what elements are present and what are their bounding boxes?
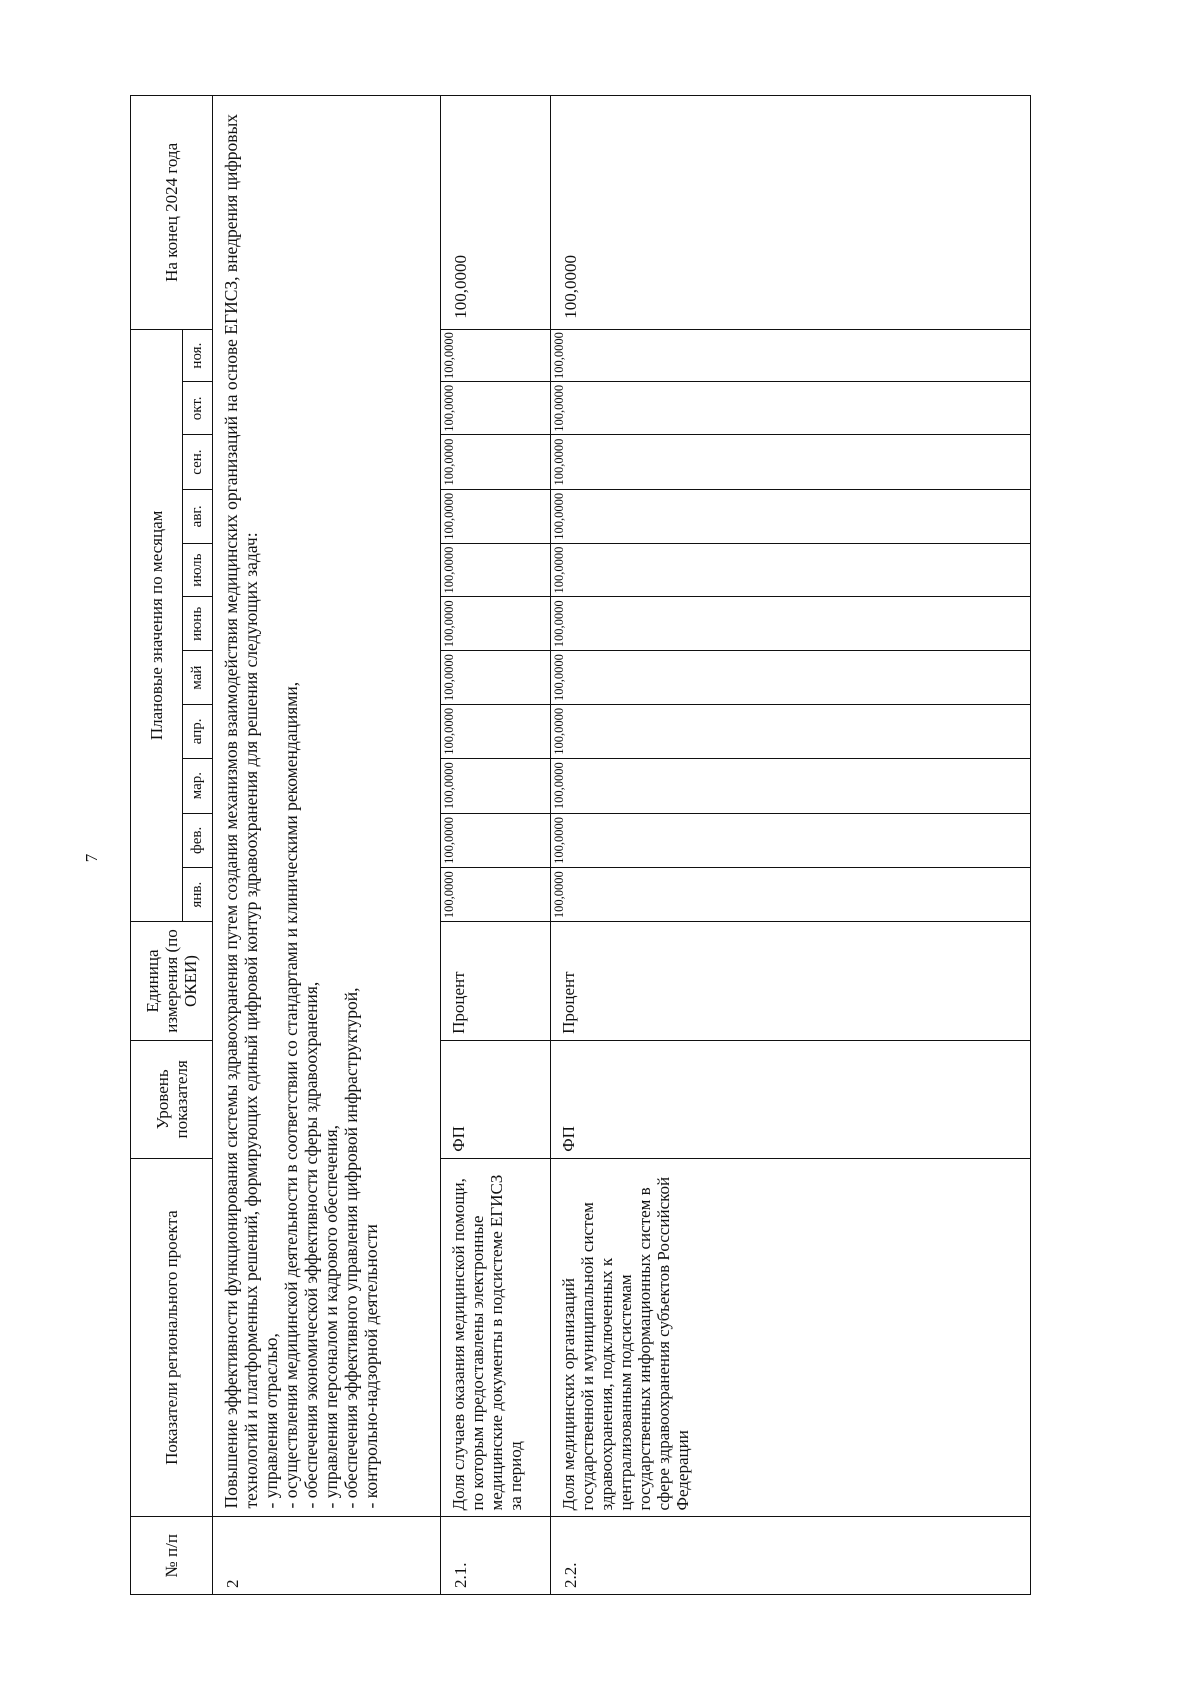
header-month: апр.	[183, 704, 213, 758]
row-end-value: 100,0000	[441, 96, 551, 330]
row-indicator-name: Доля медицинских организаций государственной и муниципальной систем здравоохранения, подключенных к централизованным подсистемам государственных информационных систем в сфере здравоохранения субъектов Российской Федерации	[551, 1158, 1031, 1517]
row-month-value: 100,0000	[551, 543, 1031, 597]
header-month: фев.	[183, 813, 213, 868]
row-month-value: 100,0000	[551, 329, 1031, 382]
page-number: 7	[82, 853, 101, 863]
row-month-value: 100,0000	[441, 435, 551, 490]
row-month-value: 100,0000	[441, 651, 551, 705]
header-month: июль	[183, 543, 213, 597]
row-unit: Процент	[551, 922, 1031, 1041]
section-row	[213, 96, 441, 1595]
row-month-value: 100,0000	[551, 813, 1031, 868]
row-month-value: 100,0000	[551, 382, 1031, 435]
row-month-value: 100,0000	[551, 435, 1031, 490]
row-month-value: 100,0000	[441, 597, 551, 651]
section-text: Повышение эффективности функционирования системы здравоохранения путем создания механизмов взаимодействия медицинских организаций на основе ЕГИСЗ, внедрения цифровых технологий и платформенных решений, формирующих единый цифровой контур здравоохранения для решения следующих задач:	[221, 113, 261, 1509]
row-month-value: 100,0000	[441, 382, 551, 435]
section-task: - обеспечения экономической эффективности сферы здравоохранения,	[301, 981, 321, 1509]
table-row	[551, 96, 1031, 1595]
row-month-value: 100,0000	[441, 489, 551, 543]
header-month: июнь	[183, 597, 213, 651]
section-task: - осуществления медицинской деятельности в соответствии со стандартами и клиническими рекомендациями,	[281, 681, 301, 1509]
header-monthly: Плановые значения по месяцам	[131, 329, 183, 921]
header-level: Уровень показателя	[131, 1040, 213, 1158]
section-description	[213, 96, 441, 1517]
section-task: - управления персоналом и кадрового обеспечения,	[321, 1124, 341, 1509]
header-month: янв.	[183, 868, 213, 922]
header-month: окт.	[183, 382, 213, 435]
header-end: На конец 2024 года	[131, 96, 213, 330]
row-month-value: 100,0000	[551, 704, 1031, 758]
row-month-value: 100,0000	[441, 543, 551, 597]
section-num: 2	[213, 1517, 441, 1595]
header-month: май	[183, 651, 213, 705]
row-month-value: 100,0000	[551, 597, 1031, 651]
row-level: ФП	[551, 1040, 1031, 1158]
row-month-value: 100,0000	[551, 868, 1031, 922]
section-task: - контрольно-надзорной деятельности	[361, 1224, 381, 1509]
header-month: ноя.	[183, 329, 213, 382]
header-indicator: Показатели регионального проекта	[131, 1158, 213, 1517]
row-num: 2.2.	[551, 1517, 1031, 1595]
row-month-value: 100,0000	[551, 758, 1031, 813]
header-num: № п/п	[131, 1517, 213, 1595]
table-row	[441, 96, 551, 1595]
row-month-value: 100,0000	[441, 813, 551, 868]
row-num: 2.1.	[441, 1517, 551, 1595]
row-month-value: 100,0000	[441, 704, 551, 758]
header-month: мар.	[183, 758, 213, 813]
row-indicator-name: Доля случаев оказания медицинской помощи, по которым предоставлены электронные медицинские документы в подсистеме ЕГИСЗ за период	[441, 1158, 551, 1517]
row-level: ФП	[441, 1040, 551, 1158]
header-month: авг.	[183, 489, 213, 543]
row-end-value: 100,0000	[551, 96, 1031, 330]
row-unit: Процент	[441, 922, 551, 1041]
header-unit: Единица измерения (по ОКЕИ)	[131, 922, 213, 1041]
row-month-value: 100,0000	[551, 489, 1031, 543]
row-month-value: 100,0000	[441, 758, 551, 813]
indicators-table	[130, 95, 1031, 1595]
header-month: сен.	[183, 435, 213, 490]
section-task: - управления отраслью,	[261, 1333, 281, 1509]
row-month-value: 100,0000	[441, 329, 551, 382]
section-task: - обеспечения эффективного управления цифровой инфраструктурой,	[341, 987, 361, 1509]
rotated-table-wrapper	[130, 95, 1108, 1595]
row-month-value: 100,0000	[551, 651, 1031, 705]
row-month-value: 100,0000	[441, 868, 551, 922]
